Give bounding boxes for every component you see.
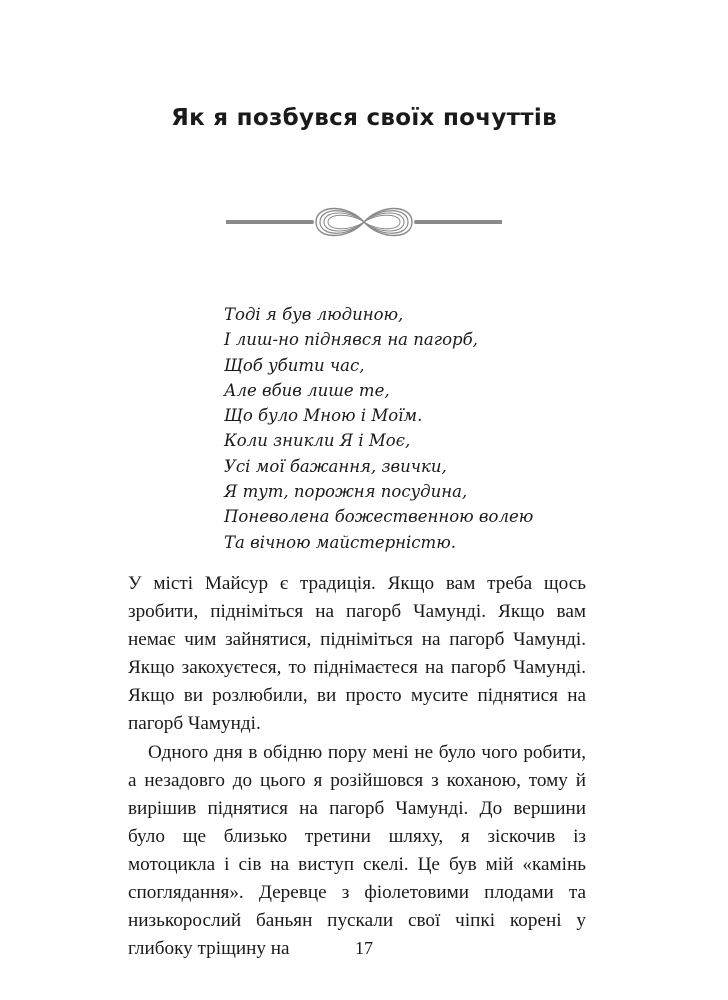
poem-line: Коли зникли Я і Моє,: [224, 431, 411, 451]
chapter-title: Як я позбувся своїх почуттів: [171, 105, 557, 131]
poem-line: Що було Мною і Моїм.: [224, 406, 423, 426]
infinity-icon: [226, 200, 502, 244]
poem-line: Та вічною майстерністю.: [224, 532, 456, 552]
poem-line: Але вбив лише те,: [224, 380, 390, 400]
paragraph: Одного дня в обідню пору мені не було чого робити, а незадовго до цього я розійшовся з коханою, тому й вирішив піднятися на пагорб Чамунді. До вершини було ще близько третини шляху, я зіскочив із мотоцикла і сів на виступ скелі. Це був мій «камінь споглядання». Деревце з фіолетовими плодами та низькорослий баньян пускали свої чіпкі корені у глибоку тріщину на: [128, 741, 586, 960]
body-text: [128, 570, 586, 963]
poem-line: Щоб убити час,: [224, 355, 365, 375]
page-number: 17: [355, 938, 373, 958]
poem-line: Тоді я був людиною,: [224, 305, 404, 324]
epigraph-poem: [224, 302, 564, 555]
poem-line: Я тут, порожня посудина,: [224, 482, 468, 502]
poem-line: І лиш-но піднявся на пагорб,: [224, 330, 478, 350]
paragraph: У місті Майсур є традиція. Якщо вам треба щось зробити, підніміться на пагорб Чамунді. Якщо вам немає чим зайнятися, підніміться на пагорб Чамунді. Якщо закохуєтеся, то піднімаєтеся на пагорб Чамунді. Якщо ви розлюбили, ви просто мусите піднятися на пагорб Чамунді.: [128, 573, 586, 735]
poem-line: Поневолена божественною волею: [224, 507, 534, 527]
poem-line: Усі мої бажання, звички,: [224, 456, 447, 476]
